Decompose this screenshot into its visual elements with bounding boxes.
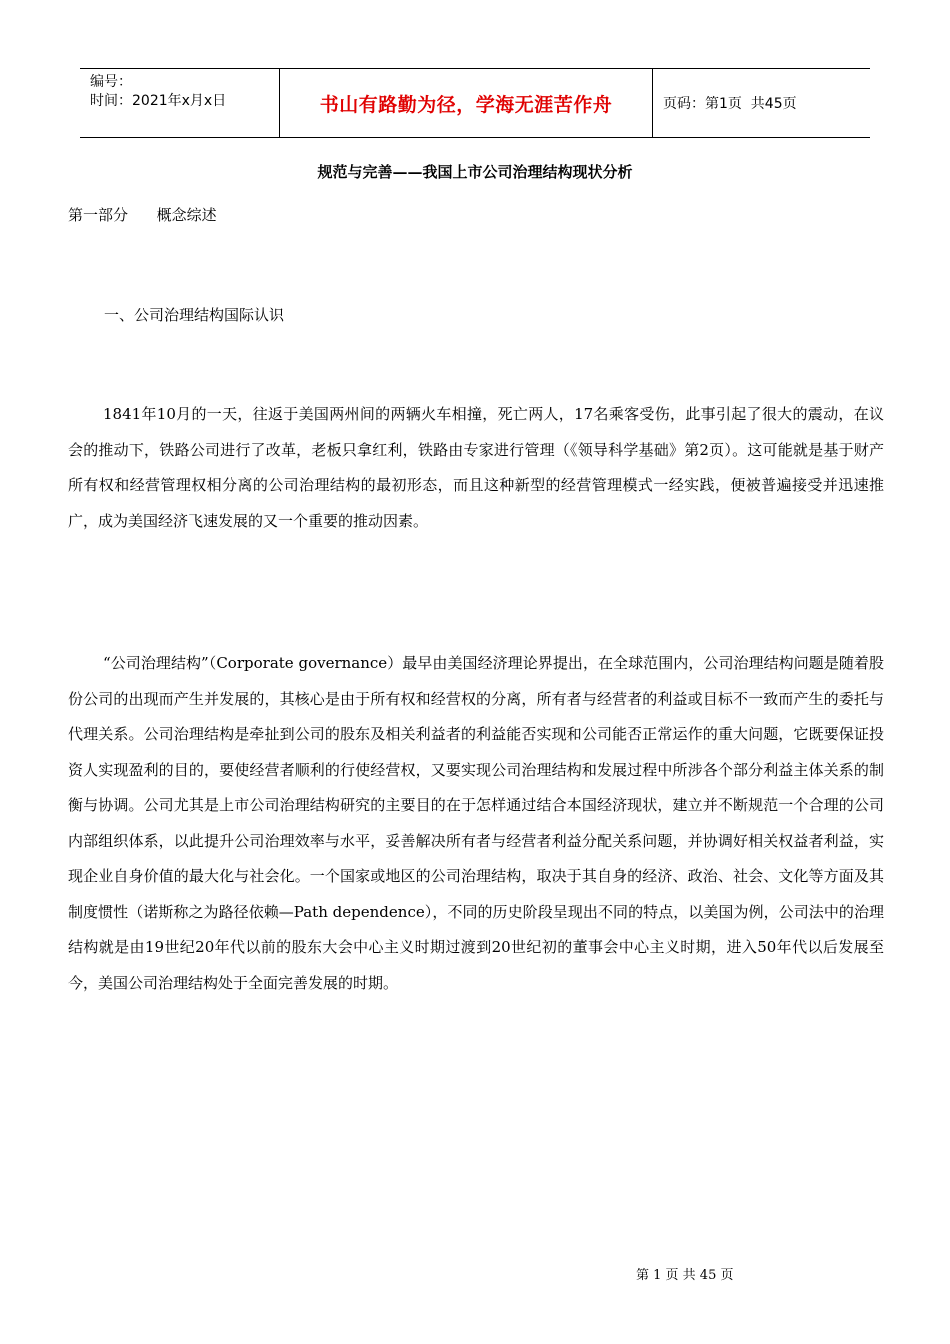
header-page-info: 页码：第1页 共45页	[663, 96, 797, 112]
subsection-heading: 一、公司治理结构国际认识	[104, 306, 285, 324]
page-footer: 第 1 页 共 45 页	[636, 1268, 734, 1283]
body-paragraph: “公司治理结构”（Corporate governance）最早由美国经济理论界提出，在全球范围内，公司治理结构问题是随着股份公司的出现而产生并发展的，其核心是由于所有权和经营权的分离，所有者与经营者的利益或目标不一致而产生的委托与代理关系。公司治理结构是牵扯到公司的股东及相关利益者的利益能否实现和公司能否正常运作的重大问题，它既要保证投资人实现盈利的目的，要使经营者顺利的行使经营权，又要实现公司治理结构和发展过程中所涉各个部分利益主体关系的制衡与协调。公司尤其是上市公司治理结构研究的主要目的在于怎样通过结合本国经济现状，建立并不断规范一个合理的公司内部组织体系，以此提升公司治理效率与水平，妥善解决所有者与经营者利益分配关系问题，并协调好相关权益者利益，实现企业自身价值的最大化与社会化。一个国家或地区的公司治理结构，取决于其自身的经济、政治、社会、文化等方面及其制度惯性（诺斯称之为路径依赖—Path dependence），不同的历史阶段呈现出不同的特点，以美国为例，公司法中的治理结构就是由19世纪20年代以前的股东大会中心主义时期过渡到20世纪初的董事会中心主义时期，进入50年代以后发展至今，美国公司治理结构处于全面完善发展的时期。	[68, 654, 884, 992]
body-paragraph: 1841年10月的一天，往返于美国两州间的两辆火车相撞，死亡两人，17名乘客受伤，此事引起了很大的震动，在议会的推动下，铁路公司进行了改革，老板只拿红利，铁路由专家进行管理（《领导科学基础》第2页）。这可能就是基于财产所有权和经营管理权相分离的公司治理结构的最初形态，而且这种新型的经营管理模式一经实践，便被普遍接受并迅速推广，成为美国经济飞速发展的又一个重要的推动因素。	[68, 405, 884, 530]
document-number-label: 编号：	[90, 74, 132, 90]
document-time-label: 时间：2021年x月x日	[90, 93, 227, 109]
document-header	[80, 68, 870, 138]
header-meta-cell	[80, 69, 280, 137]
document-title: 规范与完善——我国上市公司治理结构现状分析	[317, 163, 633, 181]
header-motto: 书山有路勤为径，学海无涯苦作舟	[280, 69, 653, 137]
section-heading: 第一部分 概念综述	[68, 206, 217, 224]
